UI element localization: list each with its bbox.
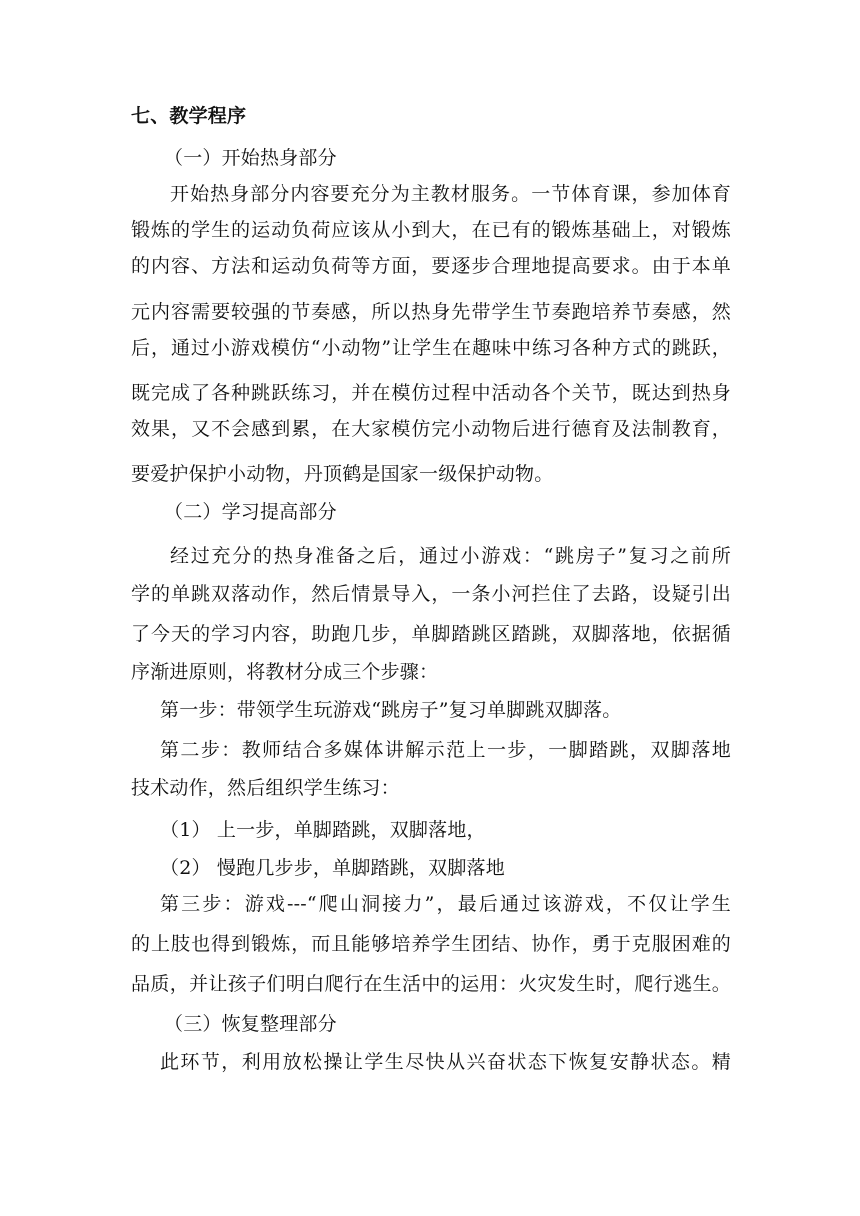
section-title: 七、教学程序 xyxy=(131,105,247,127)
paragraph-line: 的内容、方法和运动负荷等方面，要逐步合理地提高要求。由于本单 xyxy=(131,255,731,277)
step-2-line: 技术动作，然后组织学生练习： xyxy=(131,777,400,799)
paragraph-line: 既完成了各种跳跃练习，并在模仿过程中活动各个关节，既达到热身 xyxy=(131,382,731,404)
part1-heading: （一）开始热身部分 xyxy=(164,147,337,169)
paragraph-line: 后，通过小游戏模仿“小动物”让学生在趣味中练习各种方式的跳跃， xyxy=(131,337,731,359)
paragraph-line: 开始热身部分内容要充分为主教材服务。一节体育课，参加体育 xyxy=(170,183,731,205)
paragraph-line: 效果，又不会感到累，在大家模仿完小动物后进行德育及法制教育， xyxy=(131,418,731,440)
step-3-line: 品质，并让孩子们明白爬行在生活中的运用：火灾发生时，爬行逃生。 xyxy=(131,973,731,995)
part3-heading: （三）恢复整理部分 xyxy=(164,1013,337,1035)
step-3-line: 第三步：游戏---“爬山洞接力”，最后通过该游戏，不仅让学生 xyxy=(160,893,731,915)
step-1: 第一步：带领学生玩游戏“跳房子”复习单脚跳双脚落。 xyxy=(160,699,622,721)
paragraph-line: 元内容需要较强的节奏感，所以热身先带学生节奏跑培养节奏感，然 xyxy=(131,301,731,323)
paragraph-line: 要爱护保护小动物，丹顶鹤是国家一级保护动物。 xyxy=(131,463,554,485)
paragraph-line: 学的单跳双落动作，然后情景导入，一条小河拦住了去路，设疑引出 xyxy=(131,583,731,605)
sub-item: （1） 上一步，单脚踏跳，双脚落地， xyxy=(160,819,486,841)
step-2-line: 第二步：教师结合多媒体讲解示范上一步，一脚踏跳，双脚落地 xyxy=(160,739,731,761)
sub-item: （2） 慢跑几步步，单脚踏跳，双脚落地 xyxy=(160,857,505,879)
part2-heading: （二）学习提高部分 xyxy=(164,501,337,523)
paragraph-line: 经过充分的热身准备之后，通过小游戏：“跳房子”复习之前所 xyxy=(170,545,731,567)
step-3-line: 的上肢也得到锻炼，而且能够培养学生团结、协作，勇于克服困难的 xyxy=(131,933,731,955)
paragraph-line: 序渐进原则，将教材分成三个步骤： xyxy=(131,661,439,683)
paragraph-line: 锻炼的学生的运动负荷应该从小到大，在已有的锻炼基础上，对锻炼 xyxy=(131,219,731,241)
paragraph-line: 此环节，利用放松操让学生尽快从兴奋状态下恢复安静状态。精 xyxy=(160,1051,731,1073)
paragraph-line: 了今天的学习内容，助跑几步，单脚踏跳区踏跳，双脚落地，依据循 xyxy=(131,623,731,645)
